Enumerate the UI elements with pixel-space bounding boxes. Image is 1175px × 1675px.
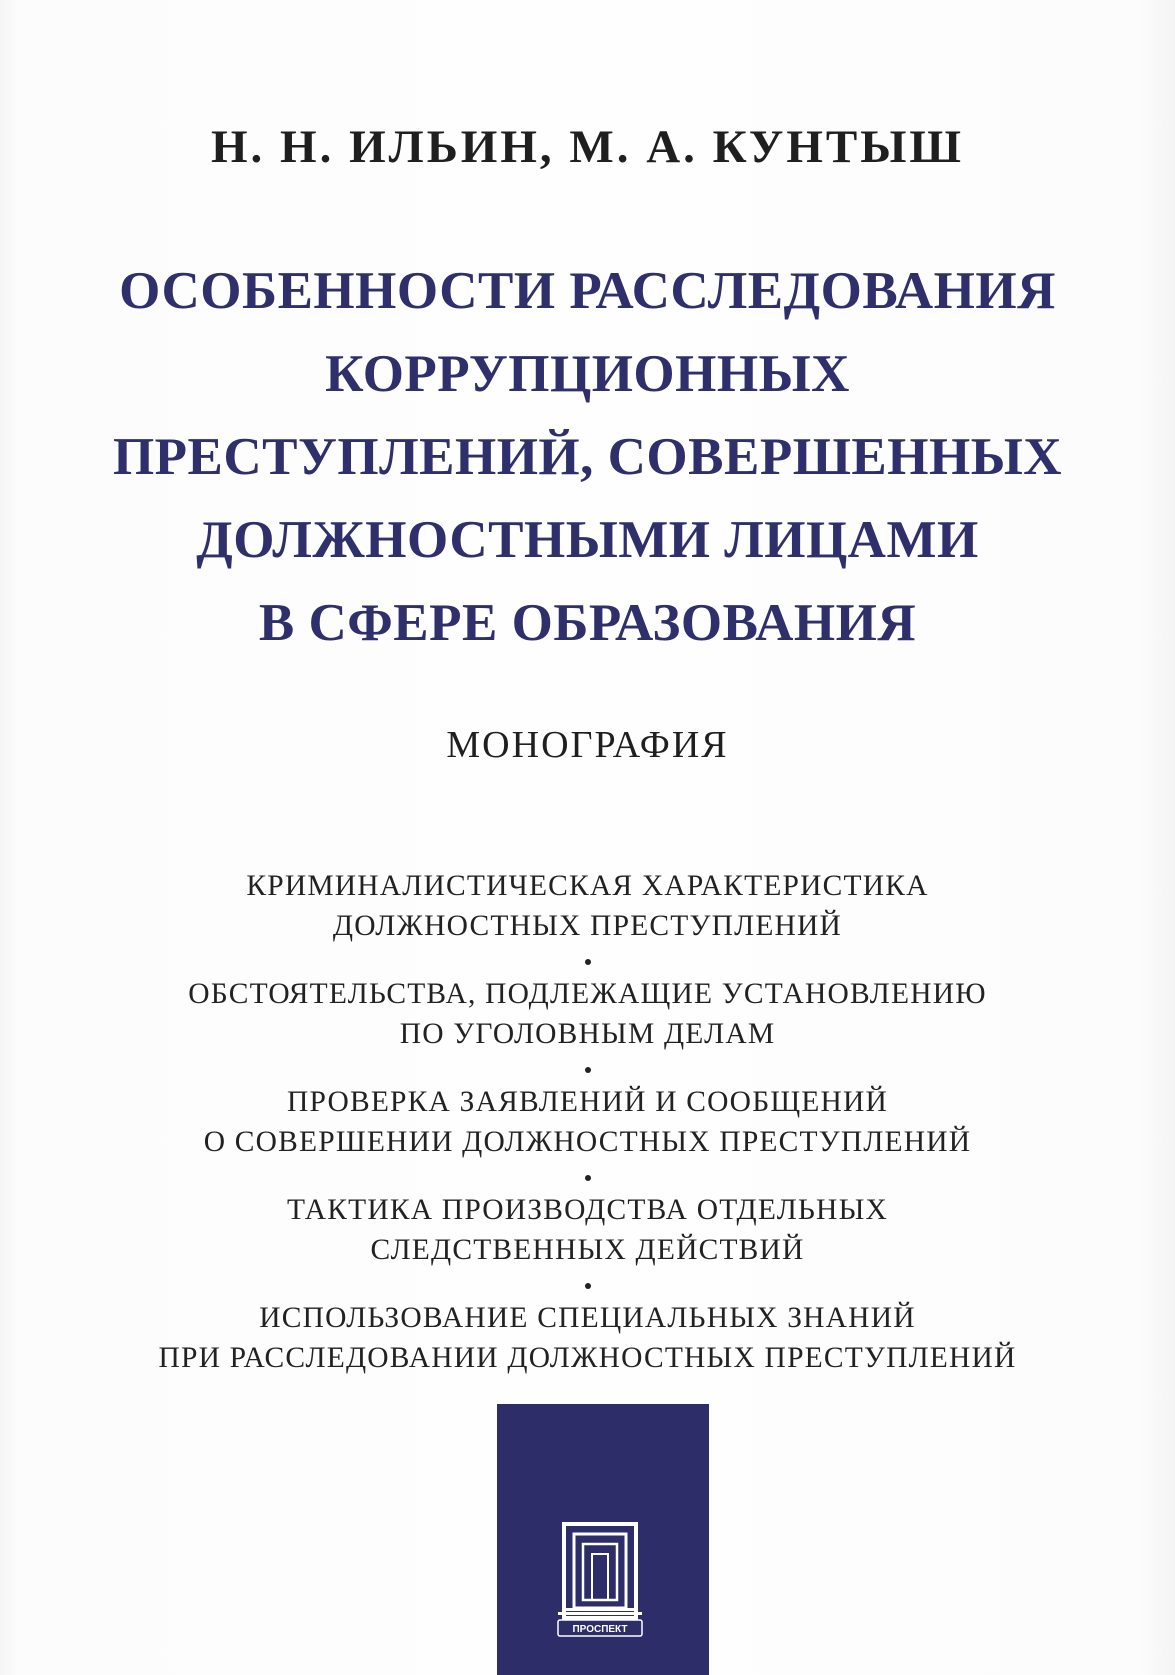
topic-line: ИСПОЛЬЗОВАНИЕ СПЕЦИАЛЬНЫХ ЗНАНИЙ <box>259 1302 916 1334</box>
bullet-separator <box>0 1162 1175 1190</box>
publisher-logo-text: ПРОСПЕКТ <box>572 1624 628 1635</box>
topic-line: ТАКТИКА ПРОИЗВОДСТВА ОТДЕЛЬНЫХ <box>287 1194 888 1226</box>
title-line: КОРРУПЦИОННЫХ <box>325 345 850 403</box>
topic-line: ДОЛЖНОСТНЫХ ПРЕСТУПЛЕНИЙ <box>332 910 843 942</box>
bullet-separator <box>0 946 1175 974</box>
topics-list <box>0 866 1175 1378</box>
topic-item <box>0 1298 1175 1378</box>
topic-line: ПРОВЕРКА ЗАЯВЛЕНИЙ И СООБЩЕНИЙ <box>286 1086 889 1118</box>
topic-item <box>0 866 1175 946</box>
title-line: ПРЕСТУПЛЕНИЙ, СОВЕРШЕННЫХ <box>112 428 1063 486</box>
topic-line: СЛЕДСТВЕННЫХ ДЕЙСТВИЙ <box>370 1234 805 1266</box>
topic-line: О СОВЕРШЕНИИ ДОЛЖНОСТНЫХ ПРЕСТУПЛЕНИЙ <box>203 1126 972 1158</box>
topic-line: КРИМИНАЛИСТИЧЕСКАЯ ХАРАКТЕРИСТИКА <box>246 870 929 902</box>
prospekt-logo-icon <box>556 1520 644 1640</box>
title-line: ДОЛЖНОСТНЫМИ ЛИЦАМИ <box>196 511 979 569</box>
title-line: ОСОБЕННОСТИ РАССЛЕДОВАНИЯ <box>119 262 1056 320</box>
topic-line: ОБСТОЯТЕЛЬСТВА, ПОДЛЕЖАЩИЕ УСТАНОВЛЕНИЮ <box>188 978 987 1010</box>
bullet-dot-icon <box>585 1067 591 1073</box>
topic-item <box>0 974 1175 1054</box>
bullet-separator <box>0 1270 1175 1298</box>
bullet-separator <box>0 1054 1175 1082</box>
authors: Н. Н. ИЛЬИН, М. А. КУНТЫШ <box>211 121 964 173</box>
bullet-dot-icon <box>585 1283 591 1289</box>
topic-line: ПО УГОЛОВНЫМ ДЕЛАМ <box>399 1018 776 1050</box>
topic-item <box>0 1082 1175 1162</box>
title-line: В СФЕРЕ ОБРАЗОВАНИЯ <box>258 594 917 652</box>
book-title <box>0 250 1175 665</box>
bullet-dot-icon <box>585 1175 591 1181</box>
genre-label: МОНОГРАФИЯ <box>446 724 729 766</box>
bullet-dot-icon <box>585 959 591 965</box>
topic-line: ПРИ РАССЛЕДОВАНИИ ДОЛЖНОСТНЫХ ПРЕСТУПЛЕНИЙ <box>158 1342 1017 1374</box>
topic-item <box>0 1190 1175 1270</box>
